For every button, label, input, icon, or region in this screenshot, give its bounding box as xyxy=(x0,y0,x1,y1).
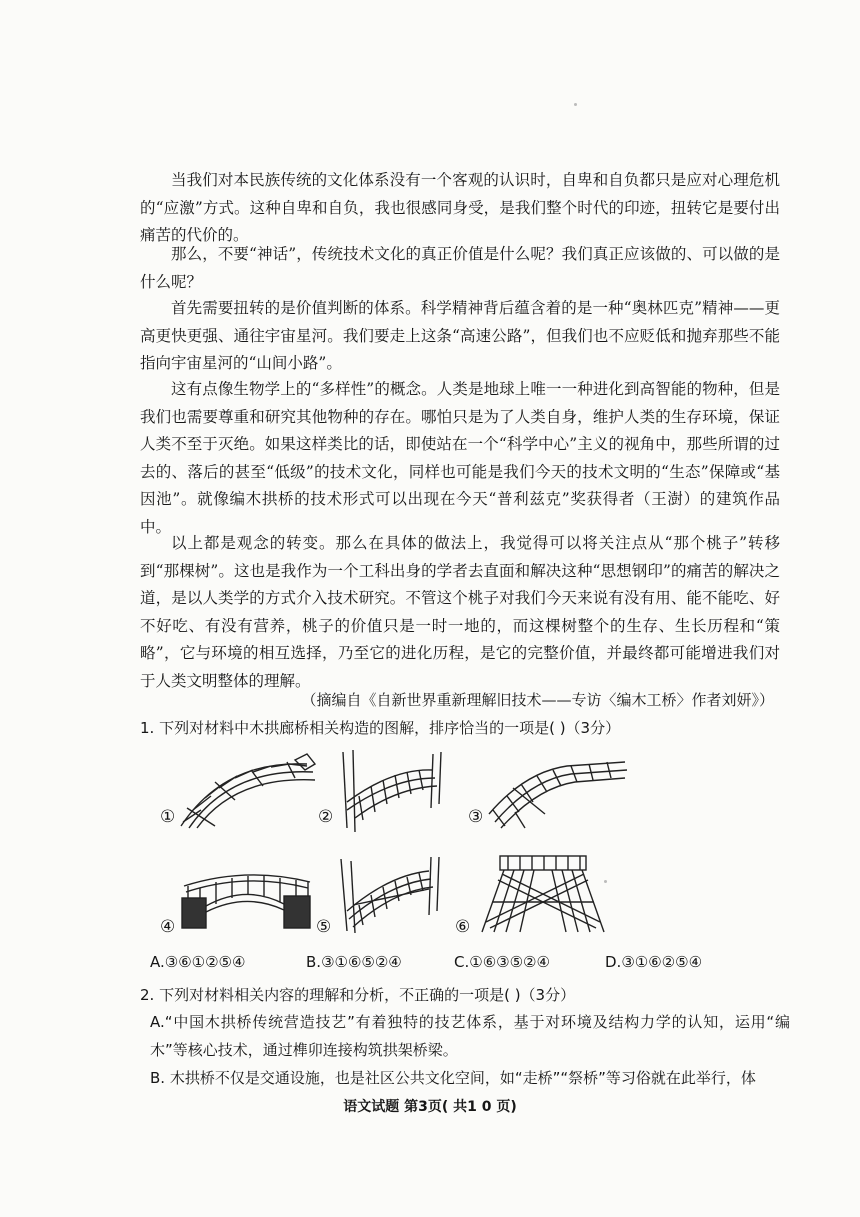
paragraph-2: 那么，不要“神话”，传统技术文化的真正价值是什么呢？我们真正应该做的、可以做的是什么呢？ xyxy=(140,245,780,291)
option-letter: C. xyxy=(454,953,470,971)
paragraph-3: 首先需要扭转的是价值判断的体系。科学精神背后蕴含着的是一种“奥林匹克”精神——更高更快更强、通往宇宙星河。我们要走上这条“高速公路”，但我们也不应贬低和抛弃那些不能指向宇宙星河的“山间小路”。 xyxy=(140,299,780,372)
option-text: ③⑥①②⑤④ xyxy=(164,953,246,971)
option-text: ①⑥③⑤②④ xyxy=(469,953,550,971)
option-letter: B. xyxy=(306,953,322,971)
question-2-option-a[interactable]: A.“中国木拱桥传统营造技艺”有着独特的技艺体系，基于对环境及结构力学的认知，运用“编木”等核心技术，通过榫卯连接构筑拱架桥梁。 xyxy=(150,1013,790,1059)
scan-speck xyxy=(574,103,577,106)
question-2-stem: 2. 下列对材料相关内容的理解和分析，不正确的一项是( )（3分） xyxy=(140,986,576,1004)
bridge-illustration-2 xyxy=(333,748,453,833)
bridge-illustration-5 xyxy=(333,855,448,935)
option-c[interactable] xyxy=(454,953,550,971)
figure-label-3: ③ xyxy=(468,807,484,827)
figure-label-5: ⑤ xyxy=(316,917,332,937)
passage-source: （摘编自《自新世界重新理解旧技术——专访〈编木工桥〉作者刘妍》） xyxy=(301,691,774,709)
option-letter: D. xyxy=(605,953,622,971)
bridge-illustration-1 xyxy=(175,752,320,830)
figure-label-6: ⑥ xyxy=(455,917,471,937)
bridge-illustration-6 xyxy=(478,850,608,935)
figure-label-4: ④ xyxy=(160,917,176,937)
question-1-stem: 1. 下列对材料中木拱廊桥相关构造的图解，排序恰当的一项是( )（3分） xyxy=(140,719,621,737)
figure-label-2: ② xyxy=(318,807,334,827)
question-2-option-b[interactable]: B. 木拱桥不仅是交通设施，也是社区公共文化空间，如“走桥”“祭桥”等习俗就在此举行，体 xyxy=(150,1069,756,1087)
option-d[interactable] xyxy=(605,953,702,971)
option-text: ③①⑥⑤②④ xyxy=(321,953,402,971)
question-1-options xyxy=(150,953,790,977)
option-b[interactable] xyxy=(306,953,402,971)
option-letter: A. xyxy=(150,953,165,971)
paragraph-1: 当我们对本民族传统的文化体系没有一个客观的认识时，自卑和自负都只是应对心理危机的“应激”方式。这种自卑和自负，我也很感同身受，是我们整个时代的印迹，扭转它是要付出痛苦的代价的。 xyxy=(140,171,780,244)
bridge-illustration-3 xyxy=(485,752,630,832)
paragraph-5: 以上都是观念的转变。那么在具体的做法上，我觉得可以将关注点从“那个桃子”转移到“那棵树”。这也是我作为一个工科出身的学者去直面和解决这种“思想钢印”的痛苦的解决之道，是以人类学的方式介入技术研究。不管这个桃子对我们今天来说有没有用、能不能吃、好不好吃、有没有营养，桃子的价值只是一时一地的，而这棵树整个的生存、生长历程和“策略”，它与环境的相互选择，乃至它的进化历程，是它的完整价值，并最终都可能增进我们对于人类文明整体的理解。 xyxy=(140,534,780,690)
bridge-illustration-4 xyxy=(180,862,315,930)
paragraph-4: 这有点像生物学上的“多样性”的概念。人类是地球上唯一一种进化到高智能的物种，但是我们也需要尊重和研究其他物种的存在。哪怕只是为了人类自身，维护人类的生存环境，保证人类不至于灭绝。如果这样类比的话，即使站在一个“科学中心”主义的视角中，那些所谓的过去的、落后的甚至“低级”的技术文化，同样也可能是我们今天的技术文明的“生态”保障或“基因池”。就像编木拱桥的技术形式可以出现在今天“普利兹克”奖获得者（王澍）的建筑作品中。 xyxy=(140,380,780,536)
option-a[interactable] xyxy=(150,953,245,971)
figure-label-1: ① xyxy=(160,807,176,827)
page-footer: 语文试题 第3页( 共1 0 页) xyxy=(343,1099,517,1115)
option-text: ③①⑥②⑤④ xyxy=(621,953,703,971)
